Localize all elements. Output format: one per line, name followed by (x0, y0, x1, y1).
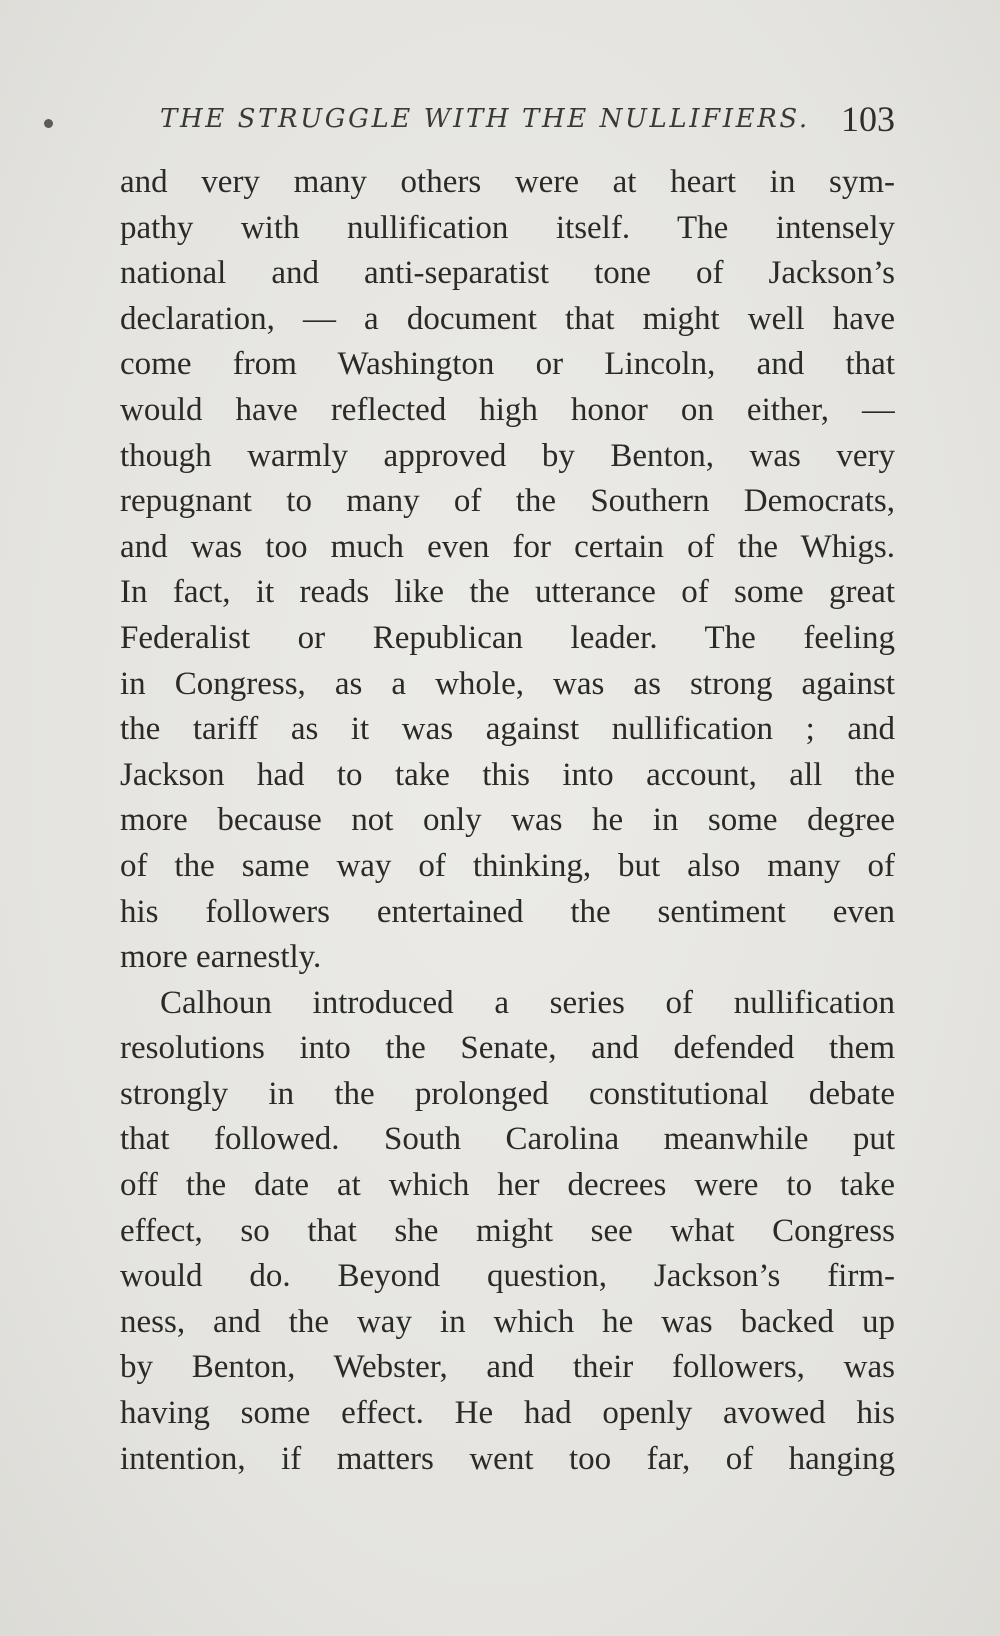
text-line: in Congress, as a whole, was as strong against (120, 665, 895, 702)
page-number: 103 (841, 99, 895, 139)
text-line: intention, if matters went too far, of hanging (120, 1440, 895, 1477)
text-line: repugnant to many of the Southern Democrats, (120, 483, 895, 520)
text-line: the tariff as it was against nullification ; and (120, 711, 895, 748)
text-line: declaration, — a document that might well have (120, 300, 895, 337)
text-line: come from Washington or Lincoln, and that (120, 346, 895, 383)
text-line: more because not only was he in some degree (120, 802, 895, 839)
book-page (120, 92, 895, 1512)
body-text (120, 160, 895, 1482)
text-line: off the date at which her decrees were to take (120, 1167, 895, 1204)
paragraph-1 (120, 160, 895, 981)
text-line: Jackson had to take this into account, all the (120, 756, 895, 793)
text-line: pathy with nullification itself. The intensely (120, 209, 895, 246)
text-line: would do. Beyond question, Jackson’s firm- (120, 1258, 895, 1295)
text-line: In fact, it reads like the utterance of some great (120, 574, 895, 611)
text-line: and very many others were at heart in sym- (120, 164, 895, 200)
running-head-title: THE STRUGGLE WITH THE NULLIFIERS. (160, 104, 810, 134)
text-line: more earnestly. (120, 939, 322, 976)
text-line: strongly in the prolonged constitutional debate (120, 1075, 895, 1112)
text-line: of the same way of thinking, but also many of (120, 847, 895, 884)
text-line: effect, so that she might see what Congress (120, 1212, 895, 1249)
text-line: Federalist or Republican leader. The feeling (120, 619, 895, 656)
text-line: would have reflected high honor on either, — (120, 391, 895, 428)
margin-dot (44, 119, 53, 128)
text-line: Calhoun introduced a series of nullification (160, 984, 895, 1021)
running-head (120, 92, 895, 142)
text-line: resolutions into the Senate, and defended them (120, 1030, 895, 1067)
paragraph-2 (120, 981, 895, 1483)
text-line: national and anti-separatist tone of Jackson’s (120, 255, 895, 292)
text-line: and was too much even for certain of the Whigs. (120, 528, 895, 565)
text-line: having some effect. He had openly avowed his (120, 1395, 895, 1432)
text-line: by Benton, Webster, and their followers, was (120, 1349, 895, 1386)
text-line: that followed. South Carolina meanwhile put (120, 1121, 895, 1158)
text-line: his followers entertained the sentiment even (120, 893, 895, 930)
text-line: though warmly approved by Benton, was very (120, 437, 895, 474)
text-line: ness, and the way in which he was backed up (120, 1303, 895, 1340)
